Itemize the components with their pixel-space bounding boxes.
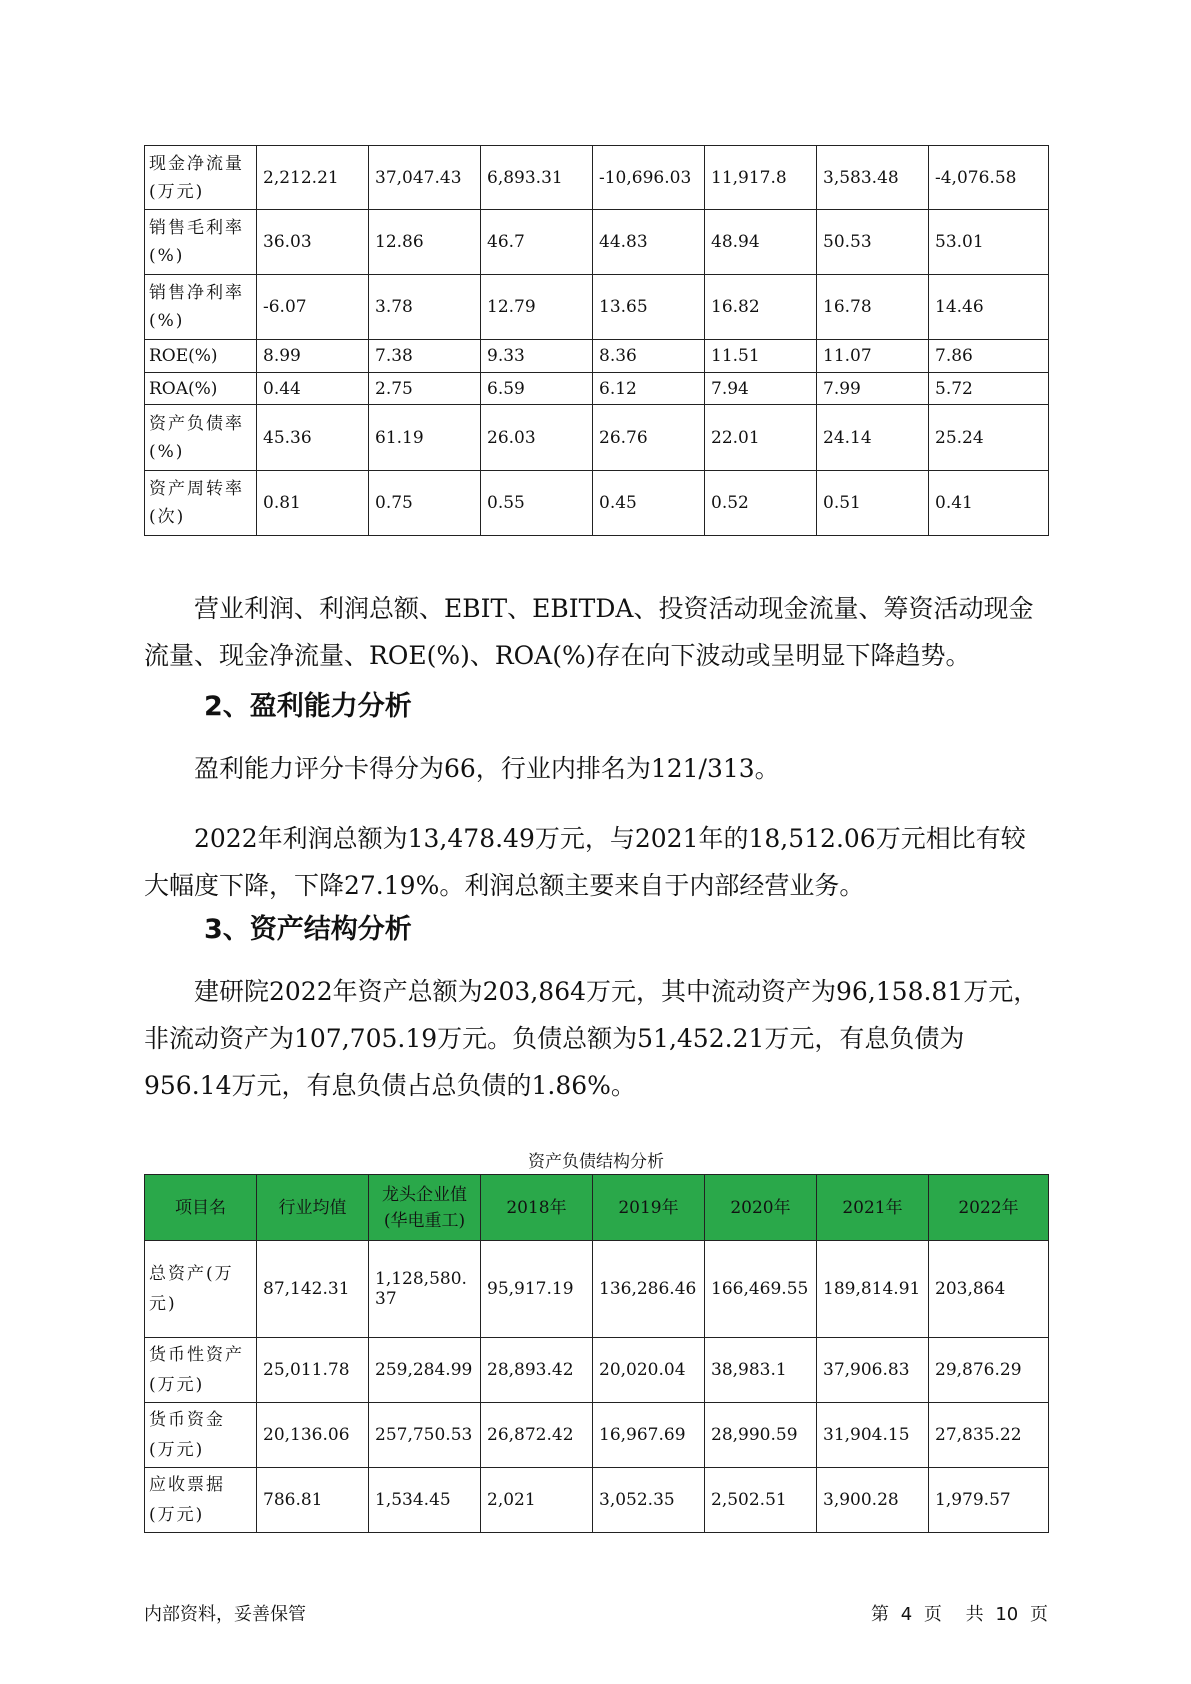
table-cell: 7.38 xyxy=(369,340,481,373)
table-cell: 0.75 xyxy=(369,471,481,536)
column-header: 项目名 xyxy=(145,1175,257,1241)
table-cell: 0.51 xyxy=(817,471,929,536)
table-cell: 203,864 xyxy=(929,1241,1049,1338)
table-cell: 38,983.1 xyxy=(705,1338,817,1403)
table-cell: 48.94 xyxy=(705,210,817,275)
confidentiality-footer: 内部资料，妥善保管 xyxy=(144,1604,306,1625)
table-cell: 53.01 xyxy=(929,210,1049,275)
table-row xyxy=(145,340,1049,373)
page-prefix: 第 xyxy=(870,1604,889,1625)
row-label: 总资产(万元) xyxy=(145,1241,257,1338)
column-header: 2020年 xyxy=(705,1175,817,1241)
table-cell: 0.81 xyxy=(257,471,369,536)
section-heading-profitability: 2、盈利能力分析 xyxy=(204,691,412,722)
row-label: 销售毛利率(%) xyxy=(145,210,257,275)
asset-structure-paragraph: 建研院2022年资产总额为203,864万元，其中流动资产为96,158.81万元，非流动资产为107,705.19万元。负债总额为51,452.21万元，有息负债为956.14万元，有息负债占总负债的1.86%。 xyxy=(144,977,1039,1100)
table-cell: 2.75 xyxy=(369,373,481,405)
table-row xyxy=(145,373,1049,405)
table-cell: 24.14 xyxy=(817,405,929,471)
table-cell: 28,893.42 xyxy=(481,1338,593,1403)
table-cell: 26,872.42 xyxy=(481,1403,593,1468)
table-cell: -10,696.03 xyxy=(593,146,705,210)
table-cell: 1,128,580.37 xyxy=(369,1241,481,1338)
column-header: 2022年 xyxy=(929,1175,1049,1241)
table-cell: 87,142.31 xyxy=(257,1241,369,1338)
table-cell: 28,990.59 xyxy=(705,1403,817,1468)
table-row xyxy=(145,146,1049,210)
table-cell: 0.44 xyxy=(257,373,369,405)
table-cell: 6.12 xyxy=(593,373,705,405)
table-row xyxy=(145,1338,1049,1403)
page-number: 4 xyxy=(900,1604,913,1625)
table-cell: 2,502.51 xyxy=(705,1468,817,1533)
table-cell: 26.03 xyxy=(481,405,593,471)
table-cell: 37,047.43 xyxy=(369,146,481,210)
table-cell: 20,136.06 xyxy=(257,1403,369,1468)
table-row xyxy=(145,1241,1049,1338)
table-cell: 189,814.91 xyxy=(817,1241,929,1338)
table-cell: 3,583.48 xyxy=(817,146,929,210)
table-cell: 257,750.53 xyxy=(369,1403,481,1468)
table-cell: 16.78 xyxy=(817,275,929,340)
table-cell: 1,979.57 xyxy=(929,1468,1049,1533)
table-cell: 3,052.35 xyxy=(593,1468,705,1533)
table-cell: 2,021 xyxy=(481,1468,593,1533)
profitability-score-paragraph: 盈利能力评分卡得分为66，行业内排名为121/313。 xyxy=(194,754,780,783)
table-row xyxy=(145,1403,1049,1468)
table-cell: 13.65 xyxy=(593,275,705,340)
total-prefix: 共 xyxy=(965,1604,984,1625)
table-cell: 7.86 xyxy=(929,340,1049,373)
table-row xyxy=(145,471,1049,536)
table-cell: 0.45 xyxy=(593,471,705,536)
row-label: ROA(%) xyxy=(145,373,257,405)
table-cell: 36.03 xyxy=(257,210,369,275)
table-cell: 6,893.31 xyxy=(481,146,593,210)
table-cell: 50.53 xyxy=(817,210,929,275)
row-label: 应收票据(万元) xyxy=(145,1468,257,1533)
trend-paragraph: 营业利润、利润总额、EBIT、EBITDA、投资活动现金流量、筹资活动现金流量、现金净流量、ROE(%)、ROA(%)存在向下波动或呈明显下降趋势。 xyxy=(144,594,1034,670)
page-unit: 页 xyxy=(923,1604,942,1625)
table-cell: 786.81 xyxy=(257,1468,369,1533)
table-cell: 8.36 xyxy=(593,340,705,373)
table-cell: 12.79 xyxy=(481,275,593,340)
row-label: ROE(%) xyxy=(145,340,257,373)
table-cell: 16,967.69 xyxy=(593,1403,705,1468)
page-number-footer xyxy=(865,1600,1048,1626)
table-cell: 11.51 xyxy=(705,340,817,373)
table-cell: 22.01 xyxy=(705,405,817,471)
table-row xyxy=(145,405,1049,471)
table-row xyxy=(145,275,1049,340)
table-cell: 9.33 xyxy=(481,340,593,373)
row-label: 货币性资产(万元) xyxy=(145,1338,257,1403)
row-label: 现金净流量(万元) xyxy=(145,146,257,210)
table-cell: 2,212.21 xyxy=(257,146,369,210)
row-label: 资产负债率(%) xyxy=(145,405,257,471)
table-cell: 3.78 xyxy=(369,275,481,340)
total-unit: 页 xyxy=(1030,1604,1048,1625)
column-header: 2021年 xyxy=(817,1175,929,1241)
profit-total-paragraph: 2022年利润总额为13,478.49万元，与2021年的18,512.06万元相比有较大幅度下降，下降27.19%。利润总额主要来自于内部经营业务。 xyxy=(144,824,1026,900)
table-row xyxy=(145,1468,1049,1533)
table-cell: 46.7 xyxy=(481,210,593,275)
table-cell: 27,835.22 xyxy=(929,1403,1049,1468)
table-cell: 12.86 xyxy=(369,210,481,275)
table-cell: 166,469.55 xyxy=(705,1241,817,1338)
table-cell: 61.19 xyxy=(369,405,481,471)
table-cell: 26.76 xyxy=(593,405,705,471)
table-cell: 1,534.45 xyxy=(369,1468,481,1533)
row-label: 销售净利率(%) xyxy=(145,275,257,340)
table-cell: 5.72 xyxy=(929,373,1049,405)
table-cell: 20,020.04 xyxy=(593,1338,705,1403)
table-cell: 0.52 xyxy=(705,471,817,536)
column-header: 2018年 xyxy=(481,1175,593,1241)
table-cell: 7.94 xyxy=(705,373,817,405)
section-heading-asset-structure: 3、资产结构分析 xyxy=(204,914,412,945)
column-header: 2019年 xyxy=(593,1175,705,1241)
table-cell: 3,900.28 xyxy=(817,1468,929,1533)
table-cell: 259,284.99 xyxy=(369,1338,481,1403)
column-header: 龙头企业值(华电重工) xyxy=(369,1175,481,1241)
table-cell: -6.07 xyxy=(257,275,369,340)
financial-ratio-table xyxy=(144,145,1049,536)
table-cell: 136,286.46 xyxy=(593,1241,705,1338)
table-cell: 16.82 xyxy=(705,275,817,340)
table-caption: 资产负债结构分析 xyxy=(528,1152,664,1172)
table-cell: 29,876.29 xyxy=(929,1338,1049,1403)
table-header-row xyxy=(145,1175,1049,1241)
table-cell: 37,906.83 xyxy=(817,1338,929,1403)
table-cell: 44.83 xyxy=(593,210,705,275)
table-cell: 14.46 xyxy=(929,275,1049,340)
table-cell: -4,076.58 xyxy=(929,146,1049,210)
table-cell: 31,904.15 xyxy=(817,1403,929,1468)
asset-liability-structure-table xyxy=(144,1174,1049,1533)
table-cell: 25.24 xyxy=(929,405,1049,471)
row-label: 货币资金(万元) xyxy=(145,1403,257,1468)
table-cell: 45.36 xyxy=(257,405,369,471)
table-cell: 8.99 xyxy=(257,340,369,373)
row-label: 资产周转率(次) xyxy=(145,471,257,536)
table-cell: 7.99 xyxy=(817,373,929,405)
table-cell: 95,917.19 xyxy=(481,1241,593,1338)
table-cell: 0.55 xyxy=(481,471,593,536)
table-cell: 11,917.8 xyxy=(705,146,817,210)
table-cell: 11.07 xyxy=(817,340,929,373)
table-cell: 6.59 xyxy=(481,373,593,405)
table-cell: 25,011.78 xyxy=(257,1338,369,1403)
table-cell: 0.41 xyxy=(929,471,1049,536)
table-row xyxy=(145,210,1049,275)
column-header: 行业均值 xyxy=(257,1175,369,1241)
total-pages: 10 xyxy=(995,1604,1019,1625)
